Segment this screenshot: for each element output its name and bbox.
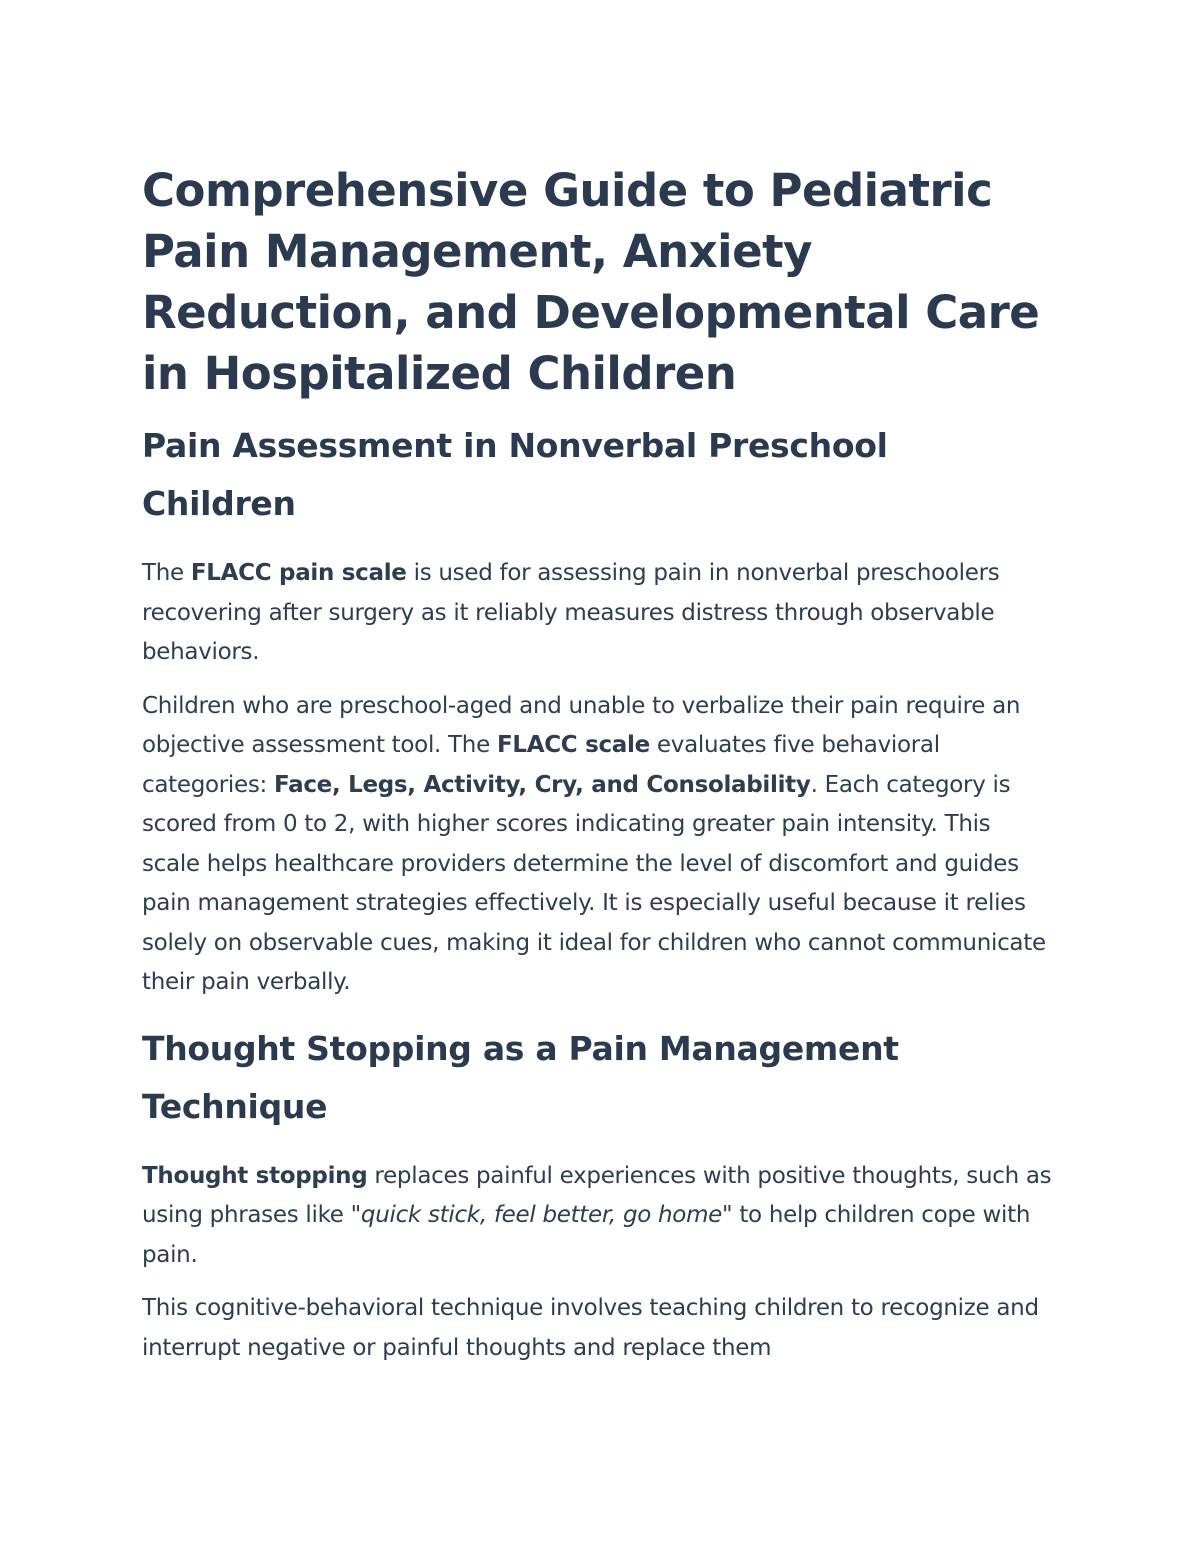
document-title: Comprehensive Guide to Pediatric Pain Management, Anxiety Reduction, and Developmental Care in Hospitalized Children xyxy=(142,164,1040,400)
document-page xyxy=(142,160,1052,1368)
bold-term-flacc-scale: FLACC scale xyxy=(496,732,650,758)
text-span: replaces painful experiences with positive thoughts, such as using phrases like xyxy=(142,1162,1052,1228)
section-heading-thought-stopping: Thought Stopping as a Pain Management Technique xyxy=(142,1028,899,1126)
section-body-pain-assessment xyxy=(142,687,1052,1003)
bold-term-categories: Face, Legs, Activity, Cry, and Consolability xyxy=(274,771,811,798)
section-summary-thought-stopping xyxy=(142,1157,1052,1276)
text-span: is used for assessing pain in nonverbal preschoolers recovering after surgery as it reliably measures distress through observable behaviors. xyxy=(142,560,1000,665)
italic-phrase: "quick stick, feel better, go home" xyxy=(350,1202,733,1228)
section-body-thought-stopping xyxy=(142,1289,1052,1368)
section-summary-pain-assessment xyxy=(142,554,1052,673)
text-span: The xyxy=(142,560,191,586)
text-span: Children who are preschool-aged and unable to verbalize their pain require an objective assessment tool. The xyxy=(142,692,1021,758)
bold-term-thought-stopping: Thought stopping xyxy=(142,1162,368,1189)
bold-term-flacc-pain-scale: FLACC pain scale xyxy=(190,560,407,586)
text-span: evaluates five behavioral categories: xyxy=(142,732,940,798)
text-span: to help children cope with pain. xyxy=(142,1202,1031,1268)
text-span: This cognitive-behavioral technique involves teaching children to recognize and interrupt negative or painful thoughts and replace them xyxy=(142,1295,1039,1361)
text-span: . Each category is scored from 0 to 2, with higher scores indicating greater pain intensity. This scale helps healthcare providers determine the level of discomfort and guides pain management strategies effectively. It is especially useful because it relies solely on observable cues, making it ideal for children who cannot communicate their pain verbally. xyxy=(142,771,1046,995)
section-heading-pain-assessment: Pain Assessment in Nonverbal Preschool Children xyxy=(142,426,888,523)
